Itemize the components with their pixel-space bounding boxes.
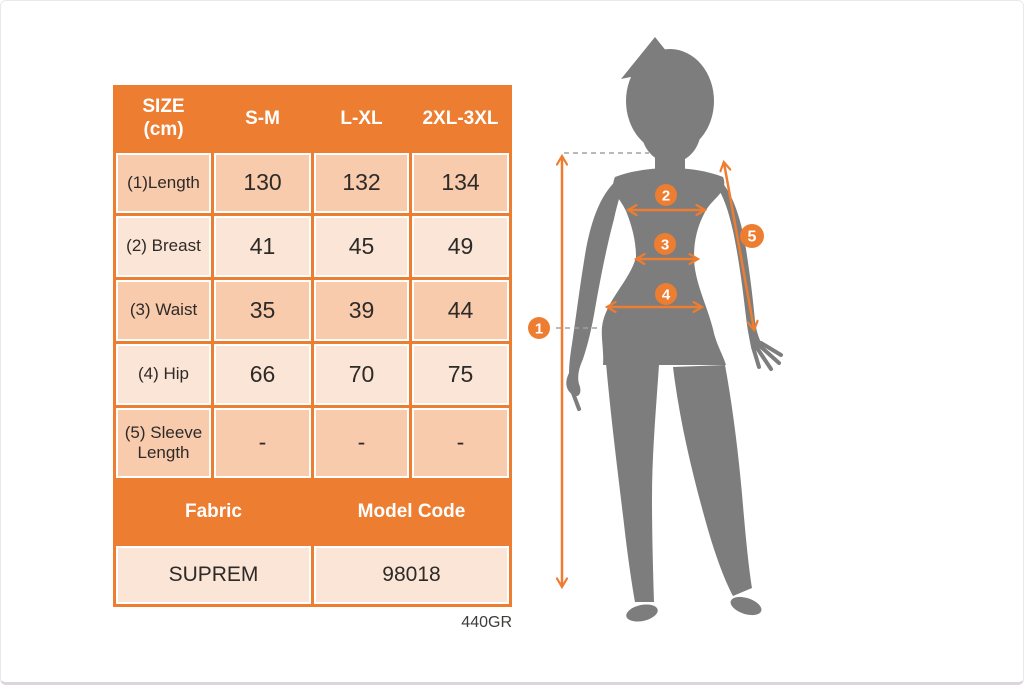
marker-3-label: 3 — [660, 236, 670, 254]
row-breast-label: (2) Breast — [116, 216, 211, 277]
right-leg — [673, 365, 752, 596]
column-header-l-xl: L-XL — [314, 88, 409, 150]
waist-s-m: 35 — [214, 280, 311, 341]
right-hand-fingers — [753, 343, 781, 369]
fabric-value: SUPREM — [116, 546, 311, 604]
row-hip-label: (4) Hip — [116, 344, 211, 405]
marker-3 — [654, 233, 676, 255]
length-s-m: 130 — [214, 153, 311, 213]
sleeve-s-m: - — [214, 408, 311, 478]
female-silhouette-icon — [566, 37, 781, 624]
breast-s-m: 41 — [214, 216, 311, 277]
column-header-2xl-3xl: 2XL-3XL — [412, 88, 509, 150]
weight-note: 440GR — [461, 614, 512, 631]
breast-l-xl: 45 — [314, 216, 409, 277]
model-code-value: 98018 — [314, 546, 509, 604]
length-2xl-3xl: 134 — [412, 153, 509, 213]
size-title-line2: (cm) — [143, 119, 184, 140]
row-waist-label: (3) Waist — [116, 280, 211, 341]
right-arm — [717, 179, 762, 348]
sleeve-2xl-3xl: - — [412, 408, 509, 478]
row-sleeve-label: (5) Sleeve Length — [116, 408, 211, 478]
right-foot — [728, 593, 763, 618]
hip-l-xl: 70 — [314, 344, 409, 405]
row-length-label: (1)Length — [116, 153, 211, 213]
waist-l-xl: 39 — [314, 280, 409, 341]
fabric-header: Fabric — [116, 481, 311, 543]
body-measurement-diagram — [521, 29, 841, 669]
left-leg — [606, 363, 659, 602]
size-unit-header — [116, 88, 211, 150]
marker-5-label: 5 — [747, 228, 757, 246]
breast-2xl-3xl: 49 — [412, 216, 509, 277]
hip-2xl-3xl: 75 — [412, 344, 509, 405]
model-code-header: Model Code — [314, 481, 509, 543]
marker-2-label: 2 — [661, 187, 671, 205]
marker-4 — [655, 283, 677, 305]
size-title-line1: SIZE — [142, 96, 185, 118]
left-foot — [625, 602, 660, 624]
length-l-xl: 132 — [314, 153, 409, 213]
marker-5 — [740, 224, 764, 248]
size-table — [113, 85, 512, 607]
waist-2xl-3xl: 44 — [412, 280, 509, 341]
marker-1 — [528, 317, 550, 339]
sleeve-l-xl: - — [314, 408, 409, 478]
marker-2 — [655, 184, 677, 206]
marker-4-label: 4 — [661, 286, 671, 304]
column-header-s-m: S-M — [214, 88, 311, 150]
marker-1-label: 1 — [534, 320, 544, 338]
hip-s-m: 66 — [214, 344, 311, 405]
